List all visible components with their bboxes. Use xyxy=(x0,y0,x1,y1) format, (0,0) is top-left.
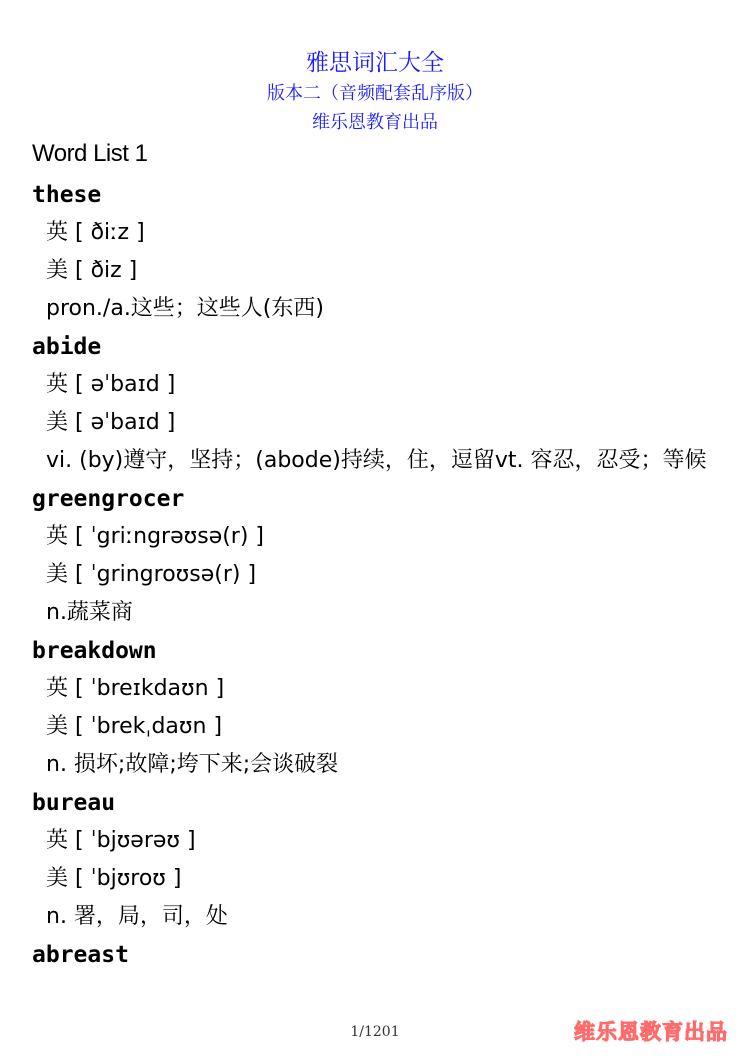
us-pronunciation: 美 [ ˈbrekˌdaʊn ] xyxy=(46,714,223,739)
definition xyxy=(0,442,750,480)
definition: n. 损坏;故障;垮下来;会谈破裂 xyxy=(46,752,339,777)
us-pronunciation: 美 [ əˈbaɪd ] xyxy=(46,410,176,435)
definition: n. 署，局，司，处 xyxy=(46,904,228,929)
headword: greengrocer xyxy=(32,486,185,512)
headword: these xyxy=(32,182,102,208)
word-entry xyxy=(0,632,750,784)
word-entry xyxy=(0,784,750,936)
definition: pron./a.这些；这些人(东西) xyxy=(46,296,324,321)
uk-pronunciation: 英 [ ðiːz ] xyxy=(46,220,145,245)
uk-pronunciation: 英 [ əˈbaɪd ] xyxy=(46,372,176,397)
document-subtitle: 版本二（音频配套乱序版） xyxy=(267,83,483,104)
definition-text: vi. (by)遵守，坚持；(abode)持续，住，逗留vt. 容忍，忍受；等候 xyxy=(46,448,707,473)
word-entries xyxy=(0,176,750,974)
uk-pronunciation: 英 [ ˈbjʊərəʊ ] xyxy=(46,828,196,853)
word-entry xyxy=(0,936,750,974)
word-entry xyxy=(0,328,750,480)
publisher-watermark: 维乐恩教育出品 xyxy=(574,1020,728,1044)
us-pronunciation: 美 [ ˈbjʊroʊ ] xyxy=(46,866,182,891)
document-title: 雅思词汇大全 xyxy=(306,50,444,76)
word-entry xyxy=(0,176,750,328)
word-entry xyxy=(0,480,750,632)
uk-pronunciation: 英 [ ˈgriːngrəʊsə(r) ] xyxy=(46,524,265,549)
definition: n.蔬菜商 xyxy=(46,600,133,625)
us-pronunciation: 美 [ ˈgringroʊsə(r) ] xyxy=(46,562,257,587)
uk-pronunciation: 英 [ ˈbreɪkdaʊn ] xyxy=(46,676,225,701)
headword: breakdown xyxy=(32,638,157,664)
publisher-line: 维乐恩教育出品 xyxy=(312,112,438,133)
word-list-heading: Word List 1 xyxy=(32,140,148,167)
us-pronunciation: 美 [ ðiz ] xyxy=(46,258,138,283)
headword: bureau xyxy=(32,790,116,816)
headword: abide xyxy=(32,334,102,360)
headword: abreast xyxy=(32,942,129,968)
page-number: 1/1201 xyxy=(350,1024,400,1040)
